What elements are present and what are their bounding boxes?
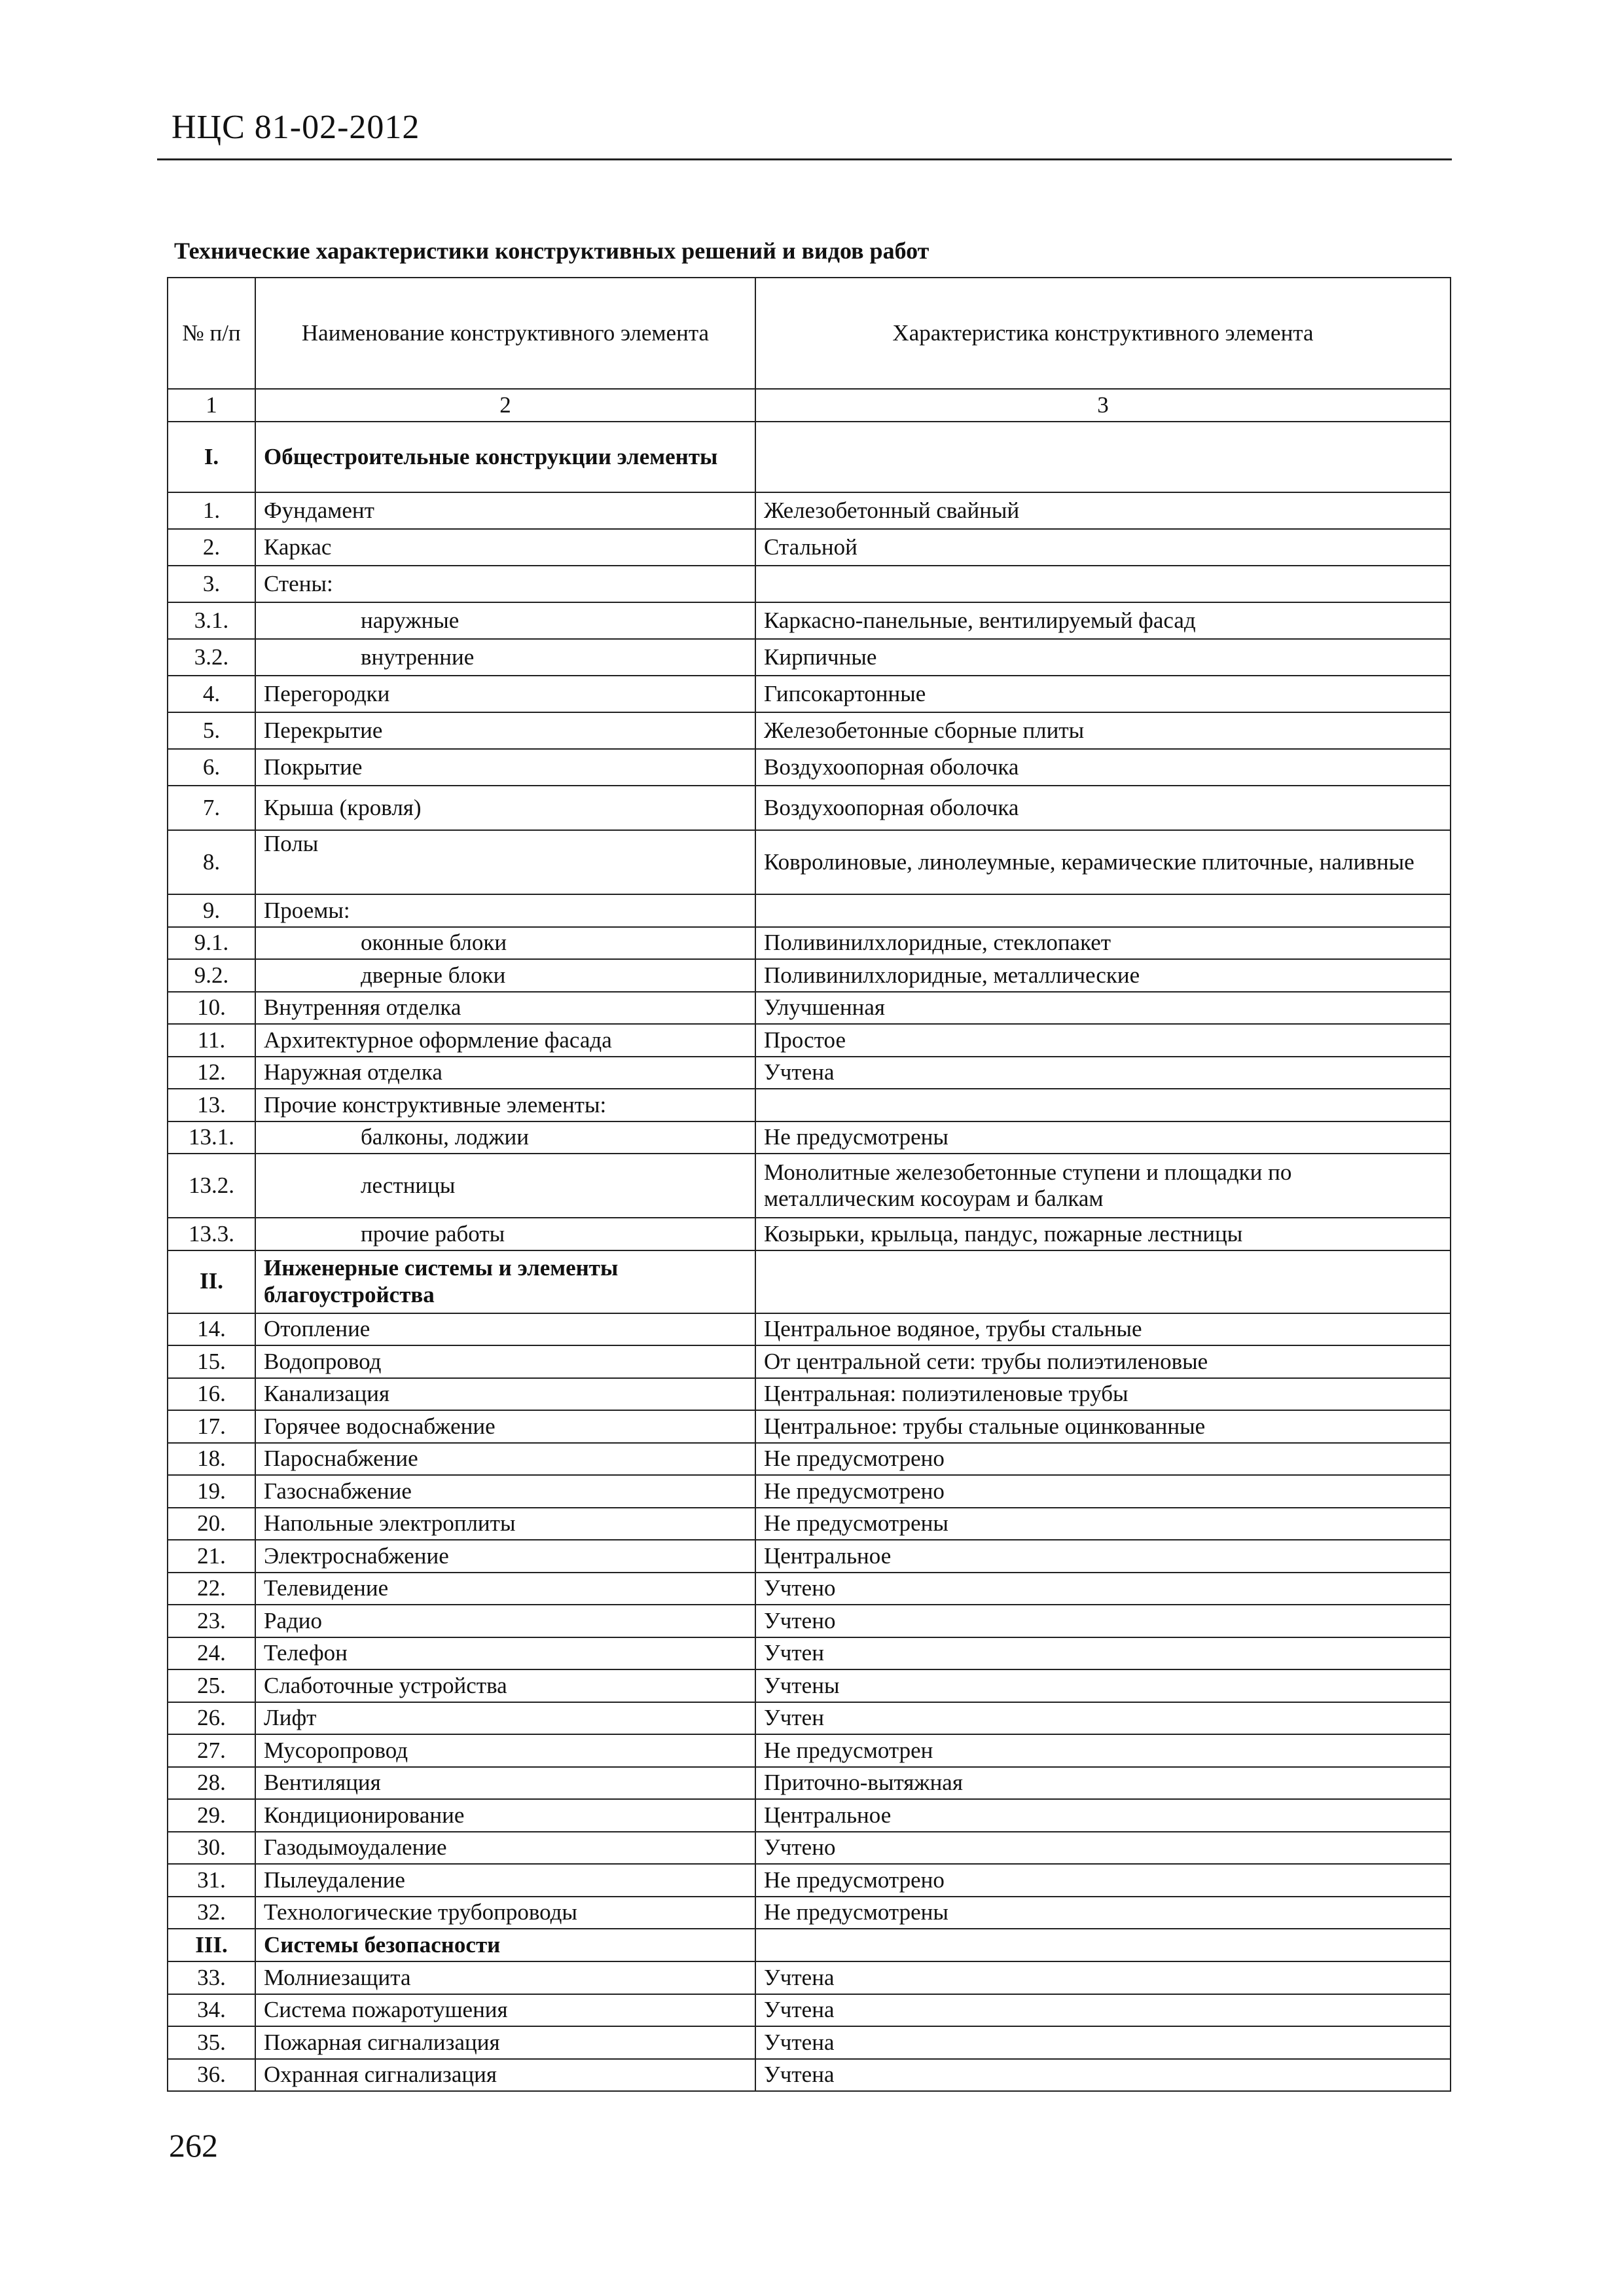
page-number: 262 — [169, 2127, 218, 2164]
element-name: Инженерные системы и элементы благоустройства — [255, 1250, 755, 1313]
element-characteristic: Не предусмотрено — [755, 1443, 1451, 1476]
table-row — [168, 830, 1451, 894]
table-row — [168, 566, 1451, 602]
table-row — [168, 959, 1451, 992]
element-characteristic: Стальной — [755, 529, 1451, 566]
table-row — [168, 1121, 1451, 1154]
row-number: 13.1. — [168, 1121, 255, 1154]
specifications-table — [167, 277, 1451, 2092]
row-number: 24. — [168, 1637, 255, 1670]
element-characteristic: Железобетонный свайный — [755, 492, 1451, 529]
row-number: 32. — [168, 1897, 255, 1929]
element-characteristic: Ковролиновые, линолеумные, керамические плиточные, наливные — [755, 830, 1451, 894]
table-row — [168, 1573, 1451, 1605]
table-row — [168, 1378, 1451, 1411]
row-number: 4. — [168, 676, 255, 712]
table-row — [168, 1637, 1451, 1670]
table-row — [168, 1410, 1451, 1443]
row-number: 30. — [168, 1832, 255, 1865]
element-name: Слаботочные устройства — [255, 1669, 755, 1702]
table-row — [168, 1024, 1451, 1057]
element-name: Проемы: — [255, 894, 755, 927]
table-row — [168, 749, 1451, 786]
row-number: 35. — [168, 2026, 255, 2059]
table-row — [168, 1702, 1451, 1735]
row-number: 31. — [168, 1864, 255, 1897]
table-title: Технические характеристики конструктивных решений и видов работ — [174, 238, 929, 264]
element-name: Горячее водоснабжение — [255, 1410, 755, 1443]
table-header-row — [168, 278, 1451, 389]
element-characteristic: Не предусмотрены — [755, 1508, 1451, 1540]
row-number: 25. — [168, 1669, 255, 1702]
element-characteristic: Не предусмотрено — [755, 1864, 1451, 1897]
element-characteristic: Центральное: трубы стальные оцинкованные — [755, 1410, 1451, 1443]
element-characteristic: Не предусмотрен — [755, 1734, 1451, 1767]
element-characteristic: Учтена — [755, 1057, 1451, 1089]
element-characteristic: Не предусмотрены — [755, 1897, 1451, 1929]
element-characteristic: Приточно-вытяжная — [755, 1767, 1451, 1800]
row-number: 3.2. — [168, 639, 255, 676]
table-row — [168, 1218, 1451, 1250]
table-row — [168, 1994, 1451, 2027]
row-number: I. — [168, 422, 255, 492]
element-name: Телевидение — [255, 1573, 755, 1605]
element-characteristic: Воздухоопорная оболочка — [755, 749, 1451, 786]
table-row — [168, 712, 1451, 749]
element-name: прочие работы — [255, 1218, 755, 1250]
row-number: 1. — [168, 492, 255, 529]
element-name: Радио — [255, 1605, 755, 1637]
element-name: балконы, лоджии — [255, 1121, 755, 1154]
element-name: Фундамент — [255, 492, 755, 529]
column-header-name: Наименование конструктивного элемента — [255, 278, 755, 389]
table-row — [168, 1508, 1451, 1540]
element-name: Отопление — [255, 1313, 755, 1346]
table-row — [168, 1767, 1451, 1800]
element-characteristic: Учтена — [755, 1994, 1451, 2027]
element-characteristic: Учтен — [755, 1702, 1451, 1735]
element-characteristic: Учтена — [755, 2059, 1451, 2092]
element-characteristic: Центральное водяное, трубы стальные — [755, 1313, 1451, 1346]
element-characteristic: Не предусмотрены — [755, 1121, 1451, 1154]
element-name: Каркас — [255, 529, 755, 566]
row-number: 23. — [168, 1605, 255, 1637]
element-name: Покрытие — [255, 749, 755, 786]
table-row — [168, 1540, 1451, 1573]
column-number-row — [168, 389, 1451, 422]
row-number: 6. — [168, 749, 255, 786]
element-characteristic: Учтено — [755, 1832, 1451, 1865]
row-number: 5. — [168, 712, 255, 749]
table-row — [168, 1443, 1451, 1476]
element-name: Напольные электроплиты — [255, 1508, 755, 1540]
table-row — [168, 2026, 1451, 2059]
column-number-1: 1 — [168, 389, 255, 422]
row-number: 29. — [168, 1799, 255, 1832]
section-row — [168, 422, 1451, 492]
table-row — [168, 786, 1451, 830]
table-row — [168, 1897, 1451, 1929]
table-row — [168, 992, 1451, 1025]
row-number: 18. — [168, 1443, 255, 1476]
element-characteristic: Поливинилхлоридные, металлические — [755, 959, 1451, 992]
element-name: Электроснабжение — [255, 1540, 755, 1573]
element-name: наружные — [255, 602, 755, 639]
row-number: 16. — [168, 1378, 255, 1411]
element-name: Телефон — [255, 1637, 755, 1670]
table-row — [168, 602, 1451, 639]
row-number: 9.2. — [168, 959, 255, 992]
element-characteristic: Учтен — [755, 1637, 1451, 1670]
section-row — [168, 1929, 1451, 1961]
column-number-3: 3 — [755, 389, 1451, 422]
element-characteristic: Не предусмотрено — [755, 1475, 1451, 1508]
element-name: Лифт — [255, 1702, 755, 1735]
element-characteristic: Простое — [755, 1024, 1451, 1057]
element-characteristic: Монолитные железобетонные ступени и площадки по металлическим косоурам и балкам — [755, 1154, 1451, 1218]
row-number: 14. — [168, 1313, 255, 1346]
section-row — [168, 1250, 1451, 1313]
element-characteristic: Улучшенная — [755, 992, 1451, 1025]
row-number: 26. — [168, 1702, 255, 1735]
row-number: 13.2. — [168, 1154, 255, 1218]
element-name: Газоснабжение — [255, 1475, 755, 1508]
element-characteristic: Центральное — [755, 1540, 1451, 1573]
element-name: Прочие конструктивные элементы: — [255, 1089, 755, 1121]
element-characteristic: Учтено — [755, 1573, 1451, 1605]
table-row — [168, 1734, 1451, 1767]
row-number: 3. — [168, 566, 255, 602]
table-row — [168, 676, 1451, 712]
table-row — [168, 894, 1451, 927]
element-characteristic: Железобетонные сборные плиты — [755, 712, 1451, 749]
element-name: Архитектурное оформление фасада — [255, 1024, 755, 1057]
row-number: 9.1. — [168, 927, 255, 960]
row-number: 8. — [168, 830, 255, 894]
row-number: 33. — [168, 1961, 255, 1994]
row-number: 19. — [168, 1475, 255, 1508]
row-number: 11. — [168, 1024, 255, 1057]
table-row — [168, 1605, 1451, 1637]
element-characteristic: Учтена — [755, 1961, 1451, 1994]
table-row — [168, 529, 1451, 566]
table-row — [168, 1475, 1451, 1508]
element-name: Пылеудаление — [255, 1864, 755, 1897]
element-name: Водопровод — [255, 1345, 755, 1378]
element-characteristic: Гипсокартонные — [755, 676, 1451, 712]
element-characteristic: Кирпичные — [755, 639, 1451, 676]
element-name: Перегородки — [255, 676, 755, 712]
table-row — [168, 1313, 1451, 1346]
row-number: 13. — [168, 1089, 255, 1121]
row-number: 3.1. — [168, 602, 255, 639]
row-number: 7. — [168, 786, 255, 830]
element-name: Газодымоудаление — [255, 1832, 755, 1865]
table-row — [168, 2059, 1451, 2092]
element-name: лестницы — [255, 1154, 755, 1218]
row-number: 20. — [168, 1508, 255, 1540]
element-name: Вентиляция — [255, 1767, 755, 1800]
element-name: Внутренняя отделка — [255, 992, 755, 1025]
table-row — [168, 1345, 1451, 1378]
element-characteristic: Центральная: полиэтиленовые трубы — [755, 1378, 1451, 1411]
element-characteristic: Козырьки, крыльца, пандус, пожарные лестницы — [755, 1218, 1451, 1250]
element-characteristic — [755, 1250, 1451, 1313]
element-name: Охранная сигнализация — [255, 2059, 755, 2092]
row-number: 12. — [168, 1057, 255, 1089]
row-number: 15. — [168, 1345, 255, 1378]
row-number: 22. — [168, 1573, 255, 1605]
row-number: 9. — [168, 894, 255, 927]
table-row — [168, 1832, 1451, 1865]
column-header-characteristic: Характеристика конструктивного элемента — [755, 278, 1451, 389]
element-name: Пожарная сигнализация — [255, 2026, 755, 2059]
element-characteristic: Центральное — [755, 1799, 1451, 1832]
table-row — [168, 1057, 1451, 1089]
element-name: Технологические трубопроводы — [255, 1897, 755, 1929]
element-characteristic — [755, 1089, 1451, 1121]
row-number: 34. — [168, 1994, 255, 2027]
row-number: 36. — [168, 2059, 255, 2092]
table-row — [168, 1154, 1451, 1218]
table-row — [168, 1669, 1451, 1702]
element-characteristic — [755, 1929, 1451, 1961]
element-name: оконные блоки — [255, 927, 755, 960]
element-characteristic: Учтены — [755, 1669, 1451, 1702]
element-name: Наружная отделка — [255, 1057, 755, 1089]
table-row — [168, 1089, 1451, 1121]
row-number: II. — [168, 1250, 255, 1313]
table-row — [168, 639, 1451, 676]
element-name: дверные блоки — [255, 959, 755, 992]
element-name: Пароснабжение — [255, 1443, 755, 1476]
row-number: 27. — [168, 1734, 255, 1767]
header-divider — [157, 158, 1452, 160]
element-name: Системы безопасности — [255, 1929, 755, 1961]
row-number: 28. — [168, 1767, 255, 1800]
row-number: 10. — [168, 992, 255, 1025]
element-name: внутренние — [255, 639, 755, 676]
element-characteristic — [755, 566, 1451, 602]
row-number: 2. — [168, 529, 255, 566]
element-characteristic: Учтено — [755, 1605, 1451, 1637]
column-number-2: 2 — [255, 389, 755, 422]
element-name: Общестроительные конструкции элементы — [255, 422, 755, 492]
element-name: Кондиционирование — [255, 1799, 755, 1832]
element-name: Канализация — [255, 1378, 755, 1411]
column-header-number: № п/п — [168, 278, 255, 389]
element-characteristic: Каркасно-панельные, вентилируемый фасад — [755, 602, 1451, 639]
element-characteristic: От центральной сети: трубы полиэтиленовые — [755, 1345, 1451, 1378]
table-row — [168, 1799, 1451, 1832]
element-name: Крыша (кровля) — [255, 786, 755, 830]
element-name: Молниезащита — [255, 1961, 755, 1994]
element-characteristic: Воздухоопорная оболочка — [755, 786, 1451, 830]
element-characteristic — [755, 894, 1451, 927]
row-number: 17. — [168, 1410, 255, 1443]
document-code: НЦС 81-02-2012 — [171, 109, 420, 146]
element-name: Перекрытие — [255, 712, 755, 749]
table-row — [168, 492, 1451, 529]
element-characteristic — [755, 422, 1451, 492]
table-row — [168, 1864, 1451, 1897]
row-number: 13.3. — [168, 1218, 255, 1250]
element-characteristic: Учтена — [755, 2026, 1451, 2059]
table-row — [168, 927, 1451, 960]
element-name: Полы — [255, 830, 755, 894]
table-row — [168, 1961, 1451, 1994]
row-number: III. — [168, 1929, 255, 1961]
element-name: Система пожаротушения — [255, 1994, 755, 2027]
element-characteristic: Поливинилхлоридные, стеклопакет — [755, 927, 1451, 960]
element-name: Стены: — [255, 566, 755, 602]
row-number: 21. — [168, 1540, 255, 1573]
element-name: Мусоропровод — [255, 1734, 755, 1767]
